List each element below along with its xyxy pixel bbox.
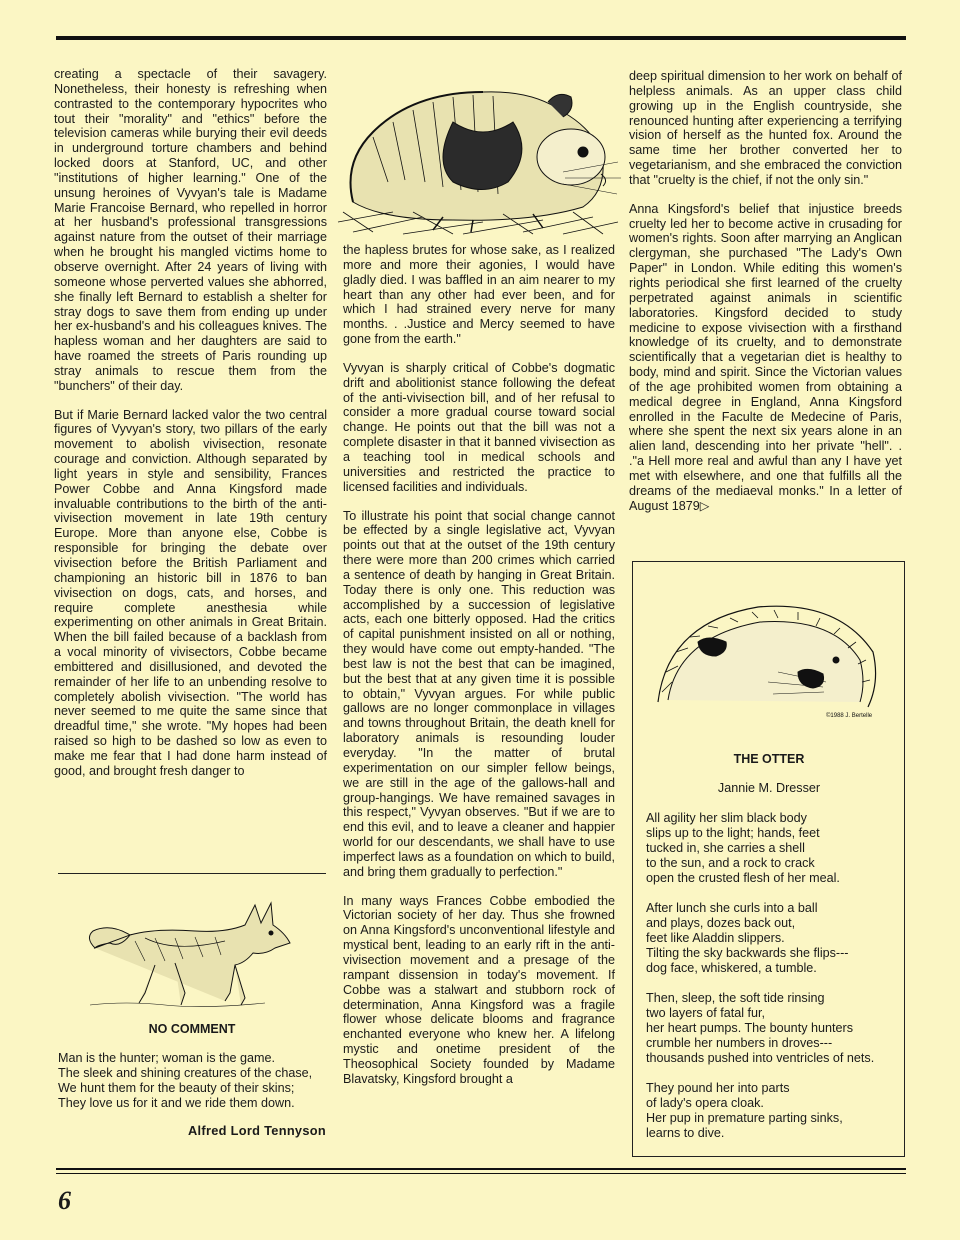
poem-line: Her pup in premature parting sinks,: [646, 1111, 843, 1125]
page-number: 6: [58, 1186, 71, 1215]
poem-stanza: [646, 901, 896, 976]
poem-stanza: [646, 991, 896, 1066]
poem-line: Then, sleep, the soft tide rinsing: [646, 991, 825, 1005]
coyote-illustration: [85, 893, 295, 1011]
poem-line: feet like Aladdin slippers.: [646, 931, 785, 945]
col1-paragraph-2: But if Marie Bernard lacked valor the two central figures of Vyvyan's story, two pillars of the early movement to abolish vivisection, resonate courage and conviction. Although separated by light years in style and sensibility, Frances Power Cobbe and Anna Kingsford made invaluable contributions to the birth of the anti-vivisection movement in late 19th century Europe. More than anyone else, Cobbe is responsible for bringing the debate over vivisection before the British Parliament and championing an historic bill in 1876 to ban vivisection on dogs, cats, and horses, and require complete anesthesia while experimenting on other animals in Great Britain. When the bill failed because of a backlash from a vocal minority of vivisectors, Cobbe became embittered and disillusioned, and devoted the remainder of her life to an unbending resolve to completely abolish vivisection. "The world has never seemed to me quite the same since that dreadful time," she wrote. "My hopes had been raised so high to be dashed so low as even to make me fear that I had done harm instead of good, and brought fresh danger to: [54, 407, 327, 778]
col2-paragraph-4: In many ways Frances Cobbe embodied the Victorian society of her day. Thus she frowned on Anna Kingsford's unconventional lifestyle and mystical bent, leading to an early rift in the anti-vivisection movement and a presage of the rampant dissension in today's movement. If Cobbe was a stalwart and stubborn rock of determination, Anna Kingsford was a fragile flower whose delicate blooms and fragrance enchanted everyone who knew her. A lifelong mystic and onetime president of the Theosophical Society founded by Madame Blavatsky, Kingsford brought a: [343, 893, 615, 1086]
no-comment-poem: [58, 1051, 333, 1111]
top-rule: [56, 36, 906, 40]
guinea-pig-illustration: [333, 62, 623, 237]
poem-line: All agility her slim black body: [646, 811, 807, 825]
col3-paragraph-2: Anna Kingsford's belief that injustice breeds cruelty led her to become active in crusading for women's rights. Soon after marrying an Anglican clergyman, she purchased "The Lady's Own Paper" in London. While editing this women's rights periodical she first learned of the cruelty perpetrated against animals in scientific laboratories. Kingsford decided to study medicine to expose vivisection with a firsthand knowledge of its cruelty, and to demonstrate scientifically that a vegetarian diet is healthy to body, mind and spirit. Since the Victorian values of the age prohibited women from obtaining a medical degree in England, Anna Kingsford enrolled in the Faculte de Medecine of Paris, where she spent the next six years alone in an alien land, descending into her private "hell". . ."a Hell more real and awful than any I have yet met with elsewhere, and one that fulfills all the dreams of the mediaeval monks." In a letter of August 1879▷: [629, 201, 902, 513]
poem-line: her heart pumps. The bounty hunters: [646, 1021, 853, 1035]
poem-line: crumble her numbers in droves---: [646, 1036, 833, 1050]
col3-paragraph-1: deep spiritual dimension to her work on behalf of helpless animals. As an upper class child growing up in the English countryside, she renounced hunting after experiencing a terrifying vision of herself as the hunted fox. Around the same time her brother converted her to vegetarianism, and she embraced the conviction that "cruelty is the chief, if not the only sin.": [629, 69, 902, 187]
article-column-1: [54, 67, 327, 793]
col2-paragraph-3: To illustrate his point that social change cannot be effected by a single legislative act, Vyvyan points out that at the outset of the 19th century there were more than 200 crimes which carried a sentence of death by hanging in Great Britain. Today there is only one. This reduction was accomplished by a succession of legislative acts, each one bitterly opposed. Had the critics of capital punishment insisted on all or nothing, they would have come out empty-handed. "The best law is not the best that can be imagined, but the best that at any given time it is possible to obtain," Vyvyan argues. For while public gallows are no longer commonplace in villages and towns throughout Britain, the death knell for laboratory animals is resounding louder everyday. "In the matter of brutal experimentation on our simpler fellow beings, we are still in the age of the gallows-hall and group-hangings. We have remained savages in this respect," Vyvyan observes. "But if we are to end this evil, and to leave a cleaner and happier world for our descendants, we shall have to use imperfect laws as a foundation on which to build, and bring them gradually to perfection.": [343, 508, 615, 879]
poem-line: After lunch she curls into a ball: [646, 901, 818, 915]
bottom-rule-thin: [56, 1173, 906, 1174]
article-column-3: [629, 69, 902, 527]
no-comment-line: We hunt them for the beauty of their skins;: [58, 1081, 295, 1095]
poem-stanza: [646, 1081, 896, 1141]
poem-line: They pound her into parts: [646, 1081, 790, 1095]
no-comment-divider: [58, 873, 326, 874]
poem-line: tucked in, she carries a shell: [646, 841, 805, 855]
poem-line: Tilting the sky backwards she flips---: [646, 946, 849, 960]
otter-illustration: [648, 582, 884, 722]
poem-line: slips up to the light; hands, feet: [646, 826, 820, 840]
poem-stanza: [646, 811, 896, 886]
no-comment-line: The sleek and shining creatures of the chase,: [58, 1066, 313, 1080]
otter-poem-title: THE OTTER: [733, 752, 805, 766]
otter-poem-body: [646, 811, 896, 1156]
col2-paragraph-2: Vyvyan is sharply critical of Cobbe's dogmatic drift and abolitionist stance following the defeat of the anti-vivisection bill, and of her refusal to consider a more gradual course toward social change. He points out that the bill was not a complete disaster in that it banned vivisection as a teaching tool in medical schools and universities and restricted the practice to licensed facilities and individuals.: [343, 360, 615, 494]
poem-line: two layers of fatal fur,: [646, 1006, 765, 1020]
poem-line: dog face, whiskered, a tumble.: [646, 961, 817, 975]
poem-line: and plays, dozes back out,: [646, 916, 796, 930]
col1-paragraph-1: creating a spectacle of their savagery. Nonetheless, their honesty is refreshing when contrasted to the contemporary hypocrites who tout their "morality" and "ethics" before the television cameras while burying their evil deeds in underground torture chambers and behind locked doors at Stanford, UC, and other "institutions of higher learning." One of the unsung heroines of Vyvyan's tale is Madame Marie Francoise Bernard, who repelled in horror at her husband's professional transgressions against nature from the outset of their marriage when he brought his mangled victims home to observe overnight. After 24 years of living with someone whose perverted values she abhorred, she finally left Bernard to establish a shelter for stray dogs to save them from ending up under her ex-husband's and his colleagues knives. The hapless woman and her daughters are said to have roamed the streets of Paris rounding up stray animals to rescue them from the "bunchers" of their day.: [54, 67, 327, 393]
col2-paragraph-1: the hapless brutes for whose sake, as I realized more and more their agonies, I would have gladly died. I was baffled in an aim nearer to my heart than any other had ever been, and for which I had strained every nerve for many months. . .Justice and Mercy seemed to have gone from the earth.": [343, 243, 615, 347]
no-comment-line: They love us for it and we ride them down.: [58, 1096, 295, 1110]
illustration-signature: ©1988 J. Bertelle: [826, 713, 873, 719]
article-column-2: [343, 243, 615, 1101]
poem-line: learns to dive.: [646, 1126, 725, 1140]
poem-line: to the sun, and a rock to crack: [646, 856, 815, 870]
otter-poem-author: Jannie M. Dresser: [717, 781, 821, 795]
bottom-rule: [56, 1168, 906, 1170]
poem-line: open the crusted flesh of her meal.: [646, 871, 840, 885]
no-comment-title: NO COMMENT: [148, 1022, 236, 1036]
no-comment-line: Man is the hunter; woman is the game.: [58, 1051, 276, 1065]
poem-line: thousands pushed into ventricles of nets.: [646, 1051, 875, 1065]
no-comment-author: Alfred Lord Tennyson: [188, 1123, 326, 1138]
poem-line: of lady's opera cloak.: [646, 1096, 764, 1110]
